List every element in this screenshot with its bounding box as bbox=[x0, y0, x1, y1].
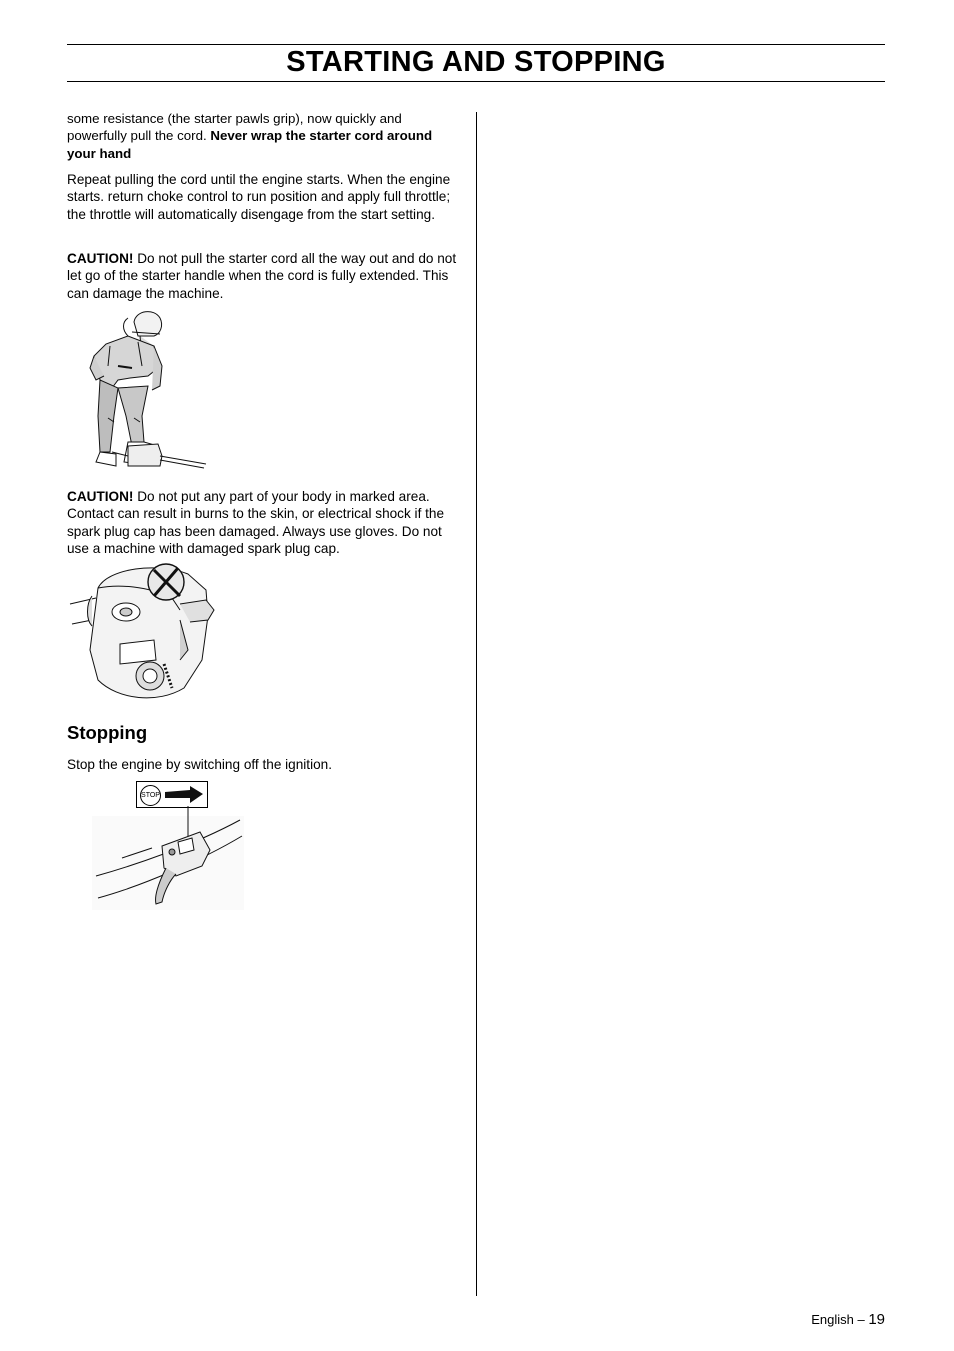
figure-ignition-switch bbox=[92, 806, 244, 910]
figure-operator-starting bbox=[88, 306, 210, 472]
warning-cord-hand: Never wrap the starter cord around your hand bbox=[67, 128, 433, 161]
figure-engine-hazard-area bbox=[68, 560, 218, 706]
section-heading-stopping: Stopping bbox=[67, 722, 148, 743]
column-divider bbox=[476, 112, 477, 1296]
caution-label: CAUTION! bbox=[67, 251, 134, 266]
stop-icon: STOP bbox=[140, 785, 161, 806]
paragraph-pull-cord-text: some resistance (the starter pawls grip), now quickly and powerfully pull the cord. bbox=[67, 111, 402, 144]
paragraph-repeat-pulling: Repeat pulling the cord until the engine starts. When the engine starts. return choke control to run position and apply full throttle; the throttle will automatically disengage from the start setting. bbox=[67, 172, 451, 222]
caution-text: Do not put any part of your body in marked area. Contact can result in burns to the skin, or electrical shock if the spark plug cap has been damaged. Always use gloves. Do not use a machine with damaged spark plug cap. bbox=[67, 489, 445, 556]
caution-spark-plug bbox=[67, 488, 459, 557]
arrow-right-icon bbox=[164, 785, 204, 804]
stop-symbol-box bbox=[136, 781, 208, 808]
page-title: STARTING AND STOPPING bbox=[286, 46, 666, 78]
paragraph-pull-cord bbox=[67, 110, 459, 162]
footer-language: English bbox=[811, 1312, 854, 1327]
caution-text: Do not pull the starter cord all the way out and do not let go of the starter handle when the cord is fully extended. This can damage the machine. bbox=[67, 251, 457, 301]
caution-label: CAUTION! bbox=[67, 489, 134, 504]
page-number: 19 bbox=[868, 1311, 885, 1328]
page-footer bbox=[811, 1311, 885, 1328]
footer-separator: – bbox=[853, 1312, 869, 1327]
header-bottom-rule bbox=[67, 81, 885, 82]
caution-starter-cord bbox=[67, 250, 459, 302]
paragraph-stop-engine: Stop the engine by switching off the ignition. bbox=[67, 757, 333, 772]
